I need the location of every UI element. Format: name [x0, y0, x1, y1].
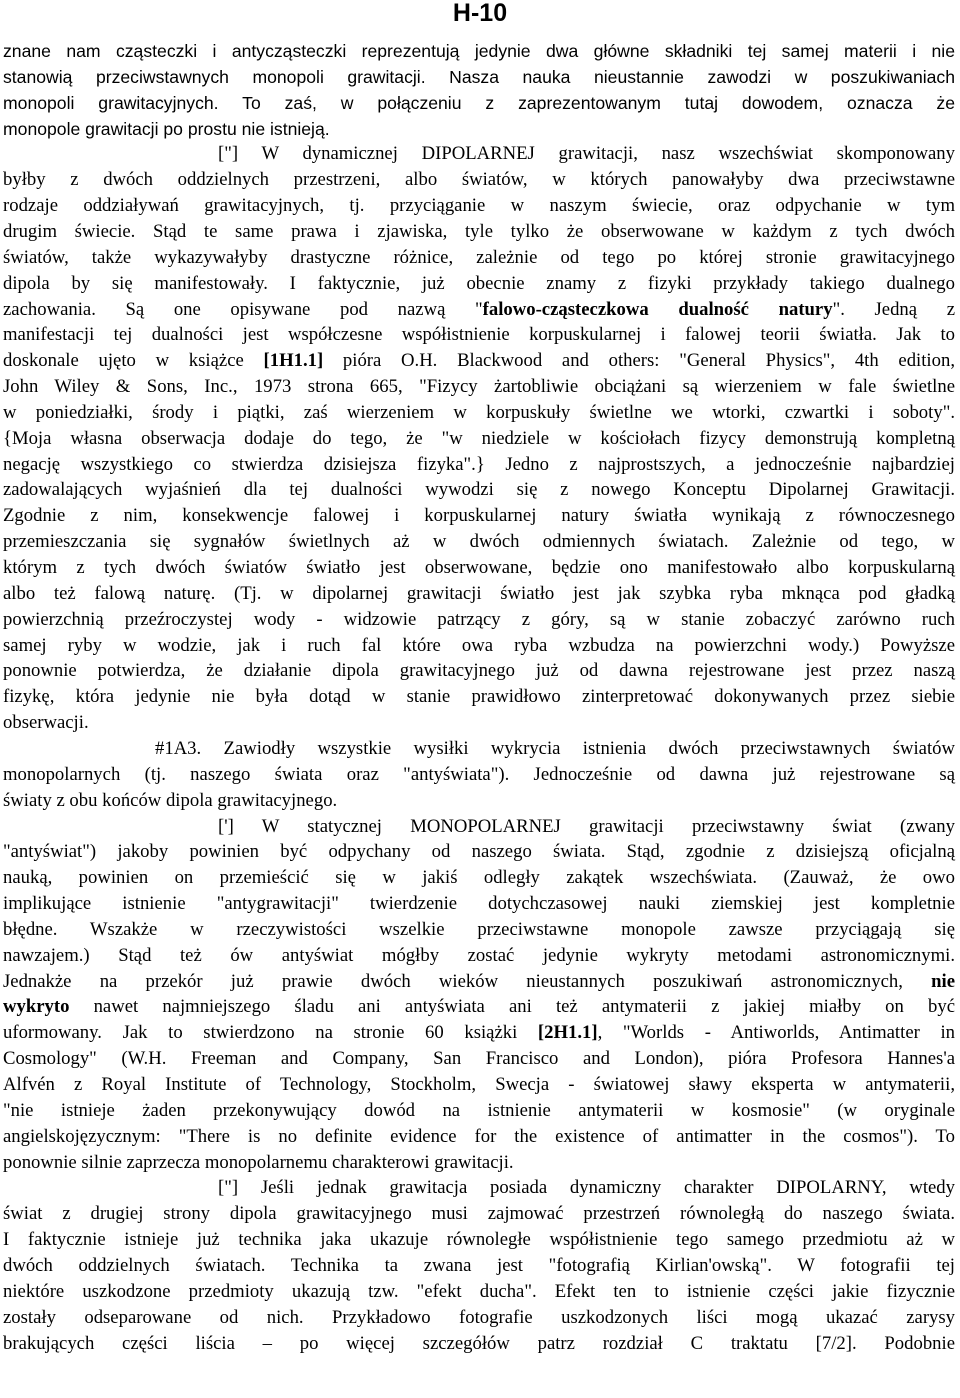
text-segment: "antyświat") jakoby powinien być odpychany od naszego świata. Stąd, zgodnie z dzisiejszą oficjalną: [3, 841, 955, 863]
text-line: [3, 865, 955, 891]
text-line: [3, 1227, 955, 1253]
text-segment: powierzchnią przeźroczystej wody - widzowie patrzący z góry, są w stanie zobaczyć zarówno ruch: [3, 608, 955, 630]
text-line: [3, 503, 955, 529]
text-segment: negację wszystkiego co stwierdza dzisiejsza fizyka".} Jedno z najprostszych, a jednocześnie najbardziej: [3, 453, 955, 475]
text-line: [3, 348, 955, 374]
text-segment: {Moja własna obserwacja dodaje do tego, że "w niedziele w kościołach fizycy demonstrują kompletną: [3, 427, 955, 449]
bold-text-segment: [1H1.1]: [263, 350, 324, 372]
text-segment: ['] W statycznej MONOPOLARNEJ grawitacji przeciwstawny świat (zwany: [218, 815, 955, 837]
text-line: [218, 1175, 955, 1201]
text-segment: byłby z dwóch oddzielnych przestrzeni, albo światów, w których panowałyby dwa przeciwstawne: [3, 169, 955, 191]
text-line: [3, 322, 955, 348]
text-segment: Jednakże na przekór już prawie dwóch wieków nieustannych poszukiwań astronomicznych,: [3, 970, 932, 992]
text-line: [3, 555, 955, 581]
text-line: [3, 477, 955, 503]
text-segment: pióra O.H. Blackwood and others: "General Physics", 4th edition,: [323, 350, 955, 372]
text-line: [3, 297, 955, 323]
text-line: [3, 116, 955, 142]
text-segment: którym z tych dwóch światów światło jest obserwowane, będzie ono manifestowało albo korpuskularną: [3, 557, 955, 578]
text-segment: obserwacji.: [3, 712, 89, 734]
bold-text-segment: [2H1.1]: [537, 1022, 598, 1044]
text-segment: monopolarnych (tj. naszego świata oraz "antyświata"). Jednocześnie od dawna już rejestrowane są: [3, 763, 955, 785]
text-line: [3, 529, 955, 555]
text-segment: doskonale ujęto w książce: [3, 350, 264, 372]
text-segment: implikujące istnienie "antygrawitacji" twierdzenie dotychczasowej nauki ziemskiej jest kompletnie: [3, 893, 955, 915]
text-segment: światów, także wykazywałyby drastyczne różnice, zależnie od tego po której stronie grawitacyjnego: [3, 246, 955, 268]
text-segment: angielskojęzycznym: "There is no definite evidence for the existence of antimatter in the cosmos"). To: [3, 1125, 955, 1147]
bold-text-segment: wykryto: [3, 996, 70, 1018]
text-line: [3, 710, 955, 736]
text-line: [3, 994, 955, 1020]
text-line: [3, 426, 955, 452]
text-segment: rodzaje oddziaływań grawitacyjnych, tj. przyciąganie w naszym świecie, oraz odpychanie w tym: [3, 195, 955, 217]
text-segment: światy z obu końców dipola grawitacyjnego.: [3, 789, 338, 811]
text-line: [3, 633, 955, 659]
text-segment: przemieszczania się sygnałów świetlnych aż w dwóch odmiennych światach. Zależnie od tego, w: [3, 531, 955, 553]
text-segment: ponownie silnie zaprzecza monopolarnemu charakterowi grawitacji.: [3, 1151, 514, 1173]
text-line: [3, 38, 955, 64]
text-segment: ponownie potwierdza, że działanie dipola grawitacyjnego już od dawna rejestrowane jest przez naszą: [3, 660, 955, 682]
text-line: [3, 90, 955, 116]
text-segment: fizykę, która jedynie nie była dotąd w stanie prawidłowo zinterpretować dokonywanych przez siebie: [3, 686, 955, 708]
text-line: [3, 762, 955, 788]
text-segment: Alfvén z Royal Institute of Technology, Stockholm, Swecja - światowej sławy eksperta w antymaterii,: [3, 1074, 955, 1095]
text-line: [3, 1098, 955, 1124]
text-segment: ". Jedną z: [832, 298, 955, 320]
text-segment: monopoli grawitacyjnych. To zaś, w połączeniu z zaprezentowanym tutaj dowodem, oznacza że: [3, 92, 955, 113]
text-segment: ["] Jeśli jednak grawitacja posiada dynamiczny charakter DIPOLARNY, wtedy: [218, 1177, 955, 1199]
text-line: [3, 219, 955, 245]
text-segment: dwóch oddzielnych światach. Technika ta zwana jest "fotografią Kirlian'owską". W fotografii tej: [3, 1254, 955, 1276]
text-line: [3, 1124, 955, 1150]
text-segment: znane nam cząsteczki i antycząsteczki reprezentują jedynie dwa główne składniki tej samej materii i nie: [3, 41, 955, 61]
text-segment: nawet najmniejszego śladu ani antyświata ani też antymaterii z jakiej miałby on być: [69, 996, 955, 1018]
text-segment: uformowany. Jak to stwierdzono na stronie 60 książki: [3, 1022, 538, 1044]
text-segment: niektóre uszkodzone przedmioty ukazują tzw. "efekt ducha". Efekt ten to istnienie części jakie fizycznie: [3, 1280, 955, 1302]
text-segment: zostały odseparowane od nich. Przykładowo fotografie uszkodzonych liści mogą ukazać zarysy: [3, 1306, 955, 1328]
text-line: [3, 64, 955, 90]
text-segment: Cosmology" (W.H. Freeman and Company, San Francisco and London), pióra Profesora Hannes'a: [3, 1048, 955, 1070]
text-segment: zadowalających wyjaśnień dla tej dualności wywodzi się z nowego Konceptu Dipolarnej Grawitacji.: [3, 479, 955, 501]
text-line: [3, 839, 955, 865]
text-line: [3, 917, 955, 943]
text-line: [3, 581, 955, 607]
text-line: [3, 658, 955, 684]
text-line: [3, 400, 955, 426]
text-segment: monopole grawitacji po prostu nie istnieją.: [3, 118, 330, 139]
text-line: [3, 167, 955, 193]
text-line: [3, 271, 955, 297]
text-line: [3, 452, 955, 478]
bold-text-segment: falowo-cząsteczkowa dualność natury: [482, 298, 833, 320]
text-segment: Zgodnie z nim, konsekwencje falowej i korpuskularnej natury światła wynikają z równoczesnego: [3, 505, 955, 527]
text-segment: samej ryby w wodzie, jak i ruch fal które owa ryba wzbudza na powierzchni wody.) Powyższe: [3, 634, 955, 656]
text-segment: #1A3. Zawiodły wszystkie wysiłki wykrycia istnienia dwóch przeciwstawnych światów: [155, 737, 955, 759]
text-line: [3, 1201, 955, 1227]
text-segment: John Wiley & Sons, Inc., 1973 strona 665, "Fizycy żartobliwie obciążani są wierzeniem w fale świetlne: [3, 376, 955, 398]
text-line: [3, 1279, 955, 1305]
text-segment: drugim świecie. Stąd te same prawa i zjawiska, tyle tylko że obserwowane w każdym z tych dwóch: [3, 220, 955, 242]
text-line: [3, 788, 955, 814]
text-segment: zachowania. Są one opisywane pod nazwą ": [3, 298, 483, 320]
text-line: [3, 943, 955, 969]
text-segment: nawzajem.) Stąd też ów antyświat mógłby zostać jedynie wykryty metodami astronomicznymi.: [3, 944, 955, 966]
text-line: [3, 1020, 955, 1046]
text-line: [3, 1331, 955, 1357]
text-line: [3, 607, 955, 633]
text-segment: I faktycznie istnieje już technika jaka ukazuje równoległe współistnienie tego samego przedmiotu aż w: [3, 1229, 955, 1251]
text-segment: albo też falową naturę. (Tj. w dipolarnej grawitacji światło jest jak szybka ryba mknąca pod gładką: [3, 582, 955, 604]
text-segment: ["] W dynamicznej DIPOLARNEJ grawitacji, nasz wszechświat skomponowany: [218, 143, 955, 165]
text-segment: manifestacji tej dualności jest współczesne współistnienie korpuskularnej i falowej teorii światła. Jak to: [3, 324, 955, 346]
text-line: [3, 1150, 955, 1176]
text-line: [3, 1046, 955, 1072]
text-segment: świat z drugiej strony dipola grawitacyjnego musi zajmować przestrzeń równoległą do naszego świata.: [3, 1203, 955, 1225]
text-segment: brakujących części liścia – po więcej szczegółów patrz rozdział C traktatu [7/2]. Podobnie: [3, 1332, 955, 1354]
text-line: [155, 736, 955, 762]
text-line: [218, 814, 955, 840]
bold-text-segment: nie: [931, 970, 955, 992]
text-segment: , "Worlds - Antiworlds, Antimatter in: [597, 1022, 956, 1044]
text-line: [3, 1305, 955, 1331]
text-line: [3, 193, 955, 219]
text-line: [218, 141, 955, 167]
text-line: [3, 684, 955, 710]
text-segment: nauką, powinien on przemieścić się w jakiś odległy zakątek wszechświata. (Zauważ, że owo: [3, 867, 955, 889]
text-segment: dipola by się manifestowały. I faktycznie, już obecnie znamy z fizyki przykłady takiego dualnego: [3, 272, 955, 294]
text-line: [3, 1072, 955, 1098]
text-segment: w poniedziałki, środy i piątki, zaś wierzeniem w korpuskuły świetlne we wtorki, czwartki i soboty".: [3, 401, 955, 423]
text-line: [3, 969, 955, 995]
text-line: [3, 245, 955, 271]
text-line: [3, 891, 955, 917]
text-segment: "nie istnieje żaden przekonywujący dowód na istnienie antymaterii w kosmosie" (w oryginale: [3, 1099, 955, 1121]
text-line: [3, 1253, 955, 1279]
text-segment: stanowią przeciwstawnych monopoli grawitacji. Nasza nauka nieustannie zawodzi w poszukiwaniach: [3, 66, 955, 87]
text-line: [3, 374, 955, 400]
page-number-header: H-10: [452, 0, 508, 27]
text-segment: błędne. Wszakże w rzeczywistości wszelkie przeciwstawne monopole zawsze przyciągają się: [3, 918, 955, 940]
